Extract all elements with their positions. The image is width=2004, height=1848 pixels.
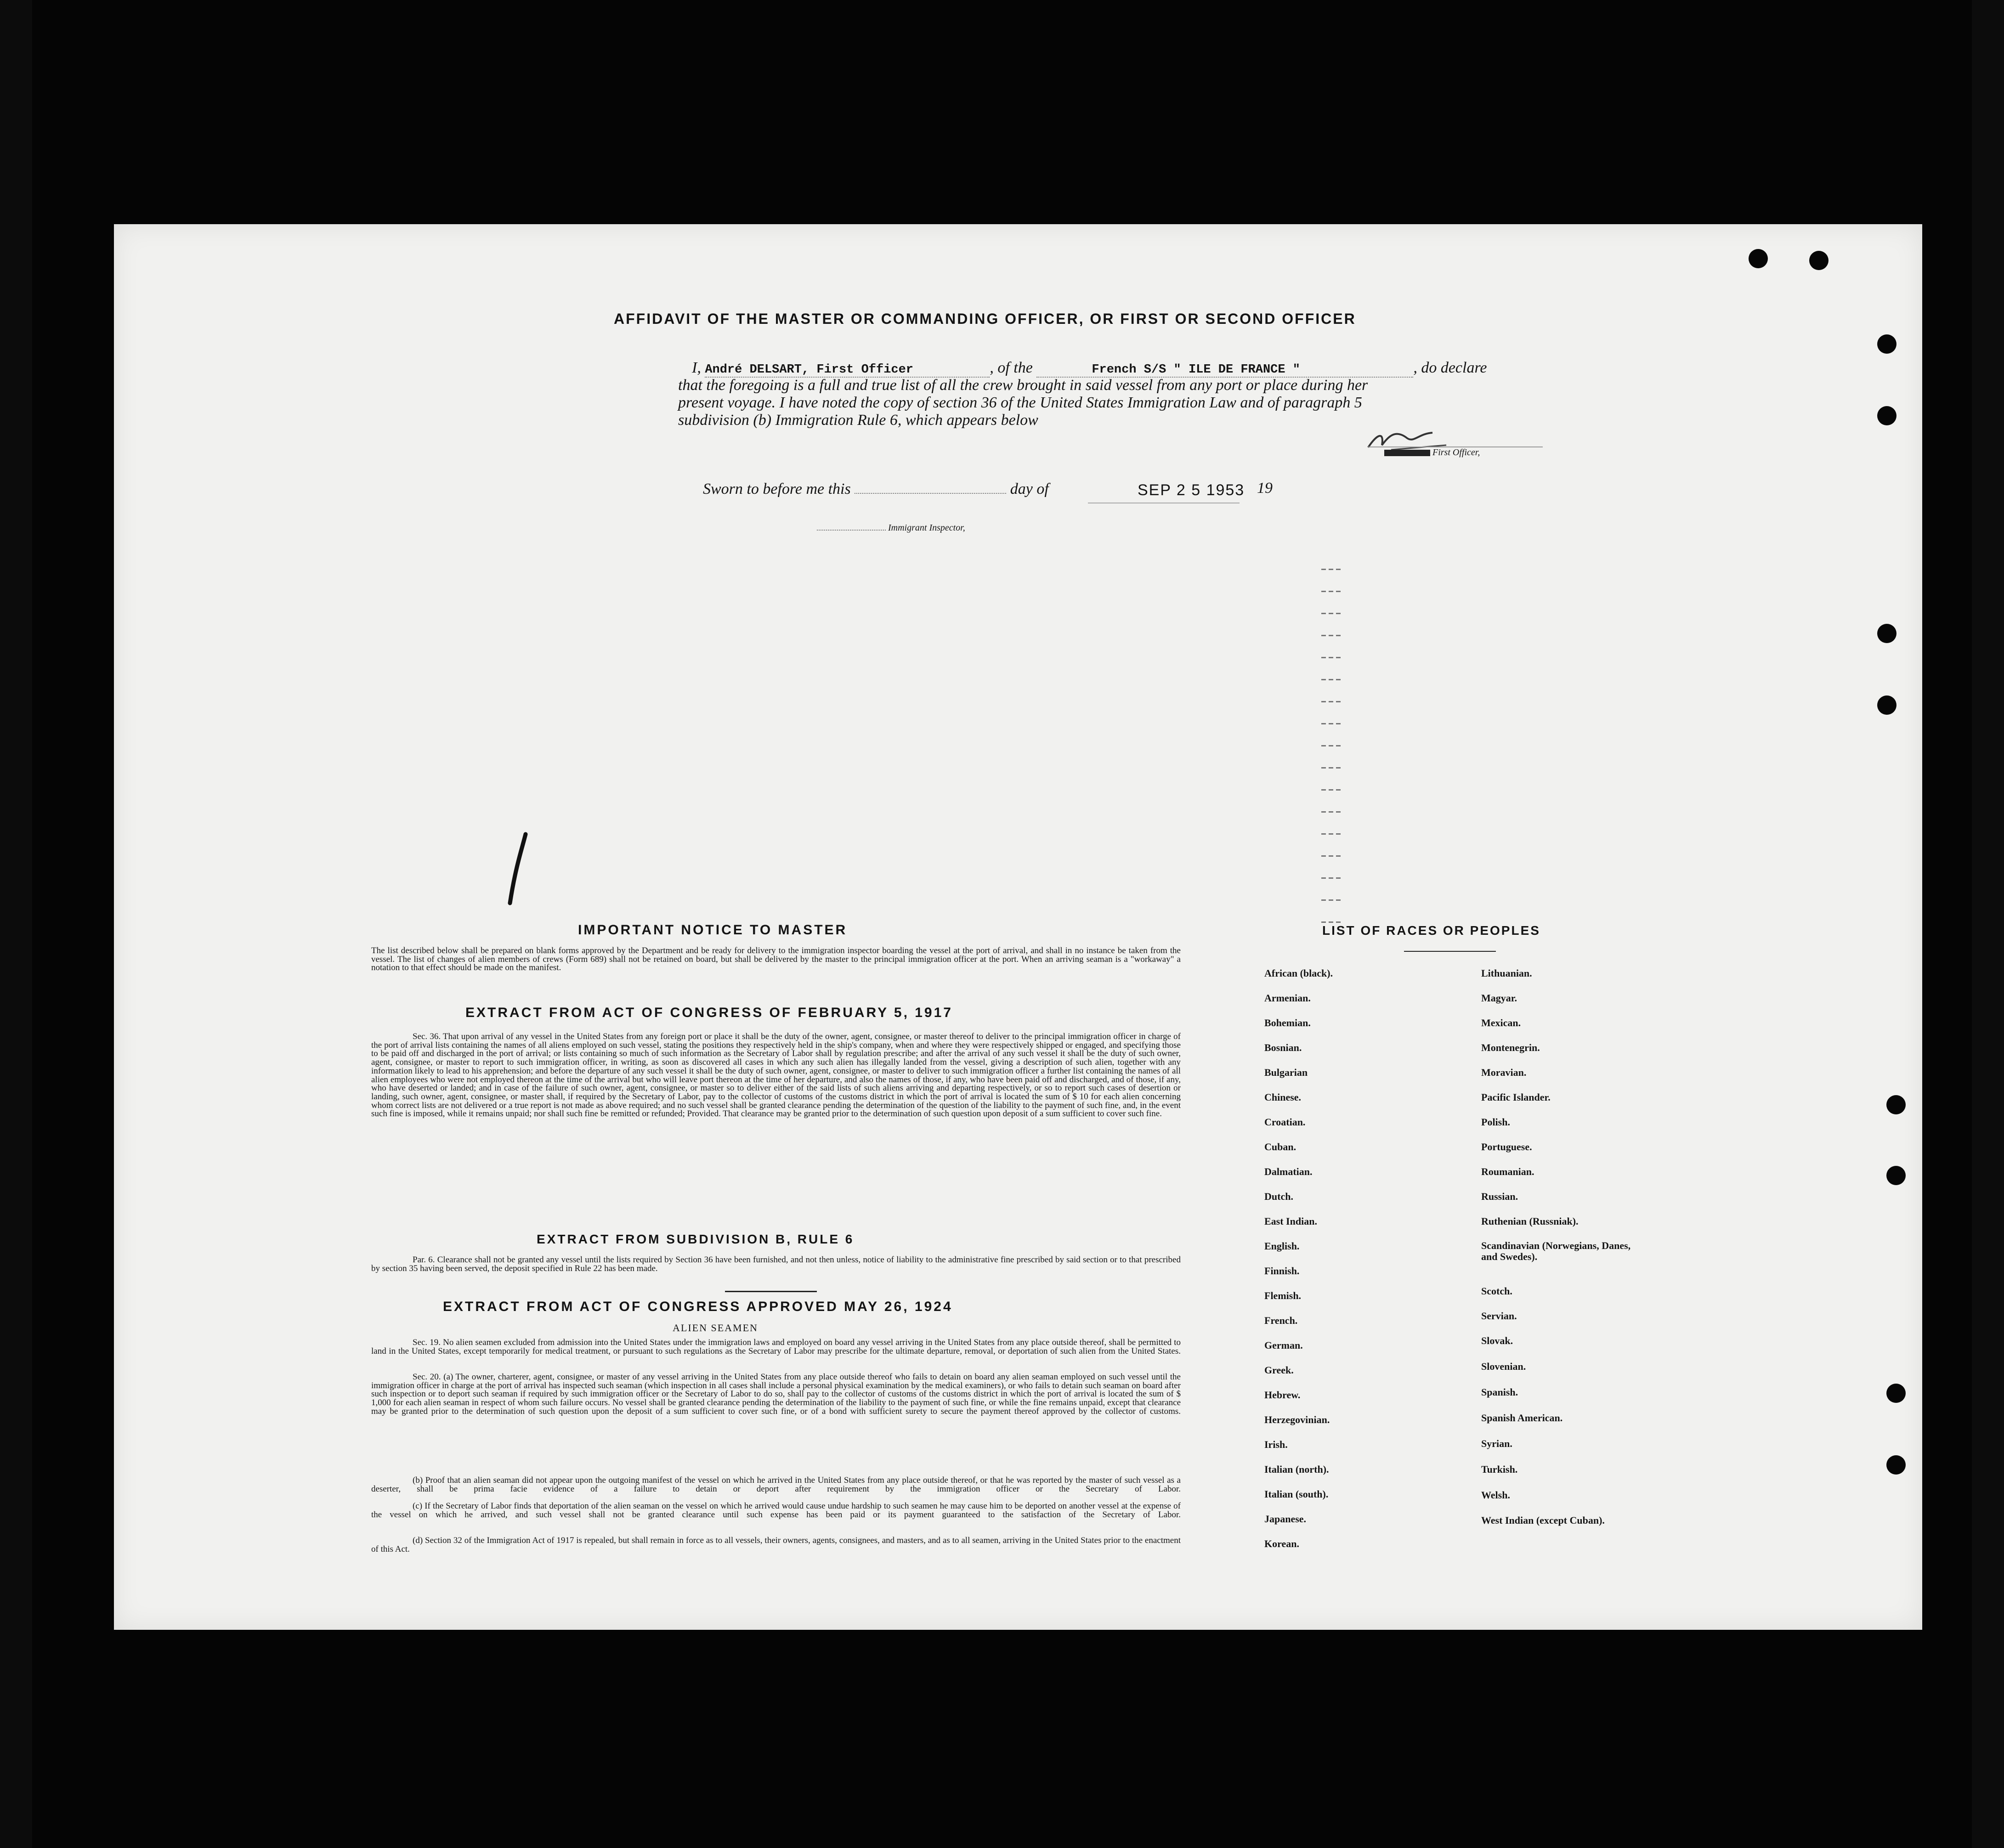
sworn-text: Sworn to before me this bbox=[703, 480, 851, 497]
race-item: Italian (south). bbox=[1264, 1488, 1329, 1500]
vessel-name-field bbox=[1036, 359, 1413, 378]
punch-hole bbox=[1886, 1095, 1906, 1114]
film-edge-right bbox=[1972, 0, 2004, 1848]
extract-rule6-title: EXTRACT FROM SUBDIVISION B, RULE 6 bbox=[537, 1232, 855, 1246]
declaration-line-3: present voyage. I have noted the copy of section 36 of the United States Immigration Law and of paragraph 5 bbox=[678, 394, 1362, 411]
race-item: Syrian. bbox=[1481, 1438, 1512, 1449]
race-item: Bosnian. bbox=[1264, 1042, 1302, 1053]
race-item: German. bbox=[1264, 1339, 1303, 1351]
punch-hole bbox=[1886, 1166, 1906, 1185]
race-item: Dalmatian. bbox=[1264, 1166, 1313, 1177]
race-item: English. bbox=[1264, 1240, 1300, 1252]
races-title-underline bbox=[1404, 951, 1496, 952]
extract-1924-title: EXTRACT FROM ACT OF CONGRESS APPROVED MAY 26, 1924 bbox=[443, 1299, 953, 1314]
signature-title: First Officer, bbox=[1432, 447, 1480, 458]
race-item: Finnish. bbox=[1264, 1265, 1300, 1277]
sec20b-body: (b) Proof that an alien seaman did not appear upon the outgoing manifest of the vessel on which he arrived in the United States from any place outside thereof, or that he was reported by the master of such vessel as a deserter, shall be prima facie evidence of a failure to detain or deport after requirement by the immigration officer or the Secretary of Labor. bbox=[371, 1475, 1181, 1494]
punch-hole bbox=[1886, 1384, 1906, 1403]
punch-hole bbox=[1886, 1455, 1906, 1475]
race-item: Slovenian. bbox=[1481, 1361, 1526, 1372]
date-stamp: SEP 2 5 1953 bbox=[1138, 481, 1245, 499]
race-item: African (black). bbox=[1264, 967, 1333, 979]
race-item: Roumanian. bbox=[1481, 1166, 1534, 1177]
race-item: Cuban. bbox=[1264, 1141, 1296, 1153]
punch-hole bbox=[1809, 251, 1829, 270]
officer-name: André DELSART, First Officer bbox=[705, 363, 914, 377]
race-item: Japanese. bbox=[1264, 1513, 1307, 1525]
pen-mark bbox=[504, 831, 531, 909]
notice-body: The list described below shall be prepared on blank forms approved by the Department and be ready for delivery to the immigration inspector boarding the vessel at the port of arrival, and shall in no instance be taken from the vessel. The list of changes of alien members of crews (Form 689) shall not be retained on board, but shall be delivered by the master to the principal immigration officer at the port. When an arriving seaman is a "workaway" a notation to that effect should be made on the manifest. bbox=[371, 946, 1181, 973]
race-item: Bohemian. bbox=[1264, 1017, 1311, 1029]
sec20a-body: Sec. 20. (a) The owner, charterer, agent, consignee, or master of any vessel arriving in the United States from any place outside thereof who fails to detain on board any alien seaman employed on such vessel until the immigration officer in charge at the port of arrival has inspected such seaman (which inspection in all cases shall include a personal physical examination by the medical examiners), or who fails to detain such seaman on board after such inspection or to deport such seaman if required by such immigration officer or the Secretary of Labor to do so, shall pay to the collector of customs of the customs district in which the port of arrival is located the sum of $ 1,000 for each alien seaman in respect of whom such failure occurs. No vessel shall be granted clearance pending the determination of the liability to the payment of such fine, or while the fine remains unpaid, except that clearance may be granted prior to the determination of such question upon the deposit of a sum sufficient to cover such fine, or of a bond with sufficient surety to secure the payment thereof approved by the collector of customs. bbox=[371, 1372, 1181, 1416]
race-item: West Indian (except Cuban). bbox=[1481, 1515, 1605, 1526]
signature-title-block bbox=[1384, 447, 1480, 458]
notice-title: IMPORTANT NOTICE TO MASTER bbox=[578, 922, 848, 938]
race-item: Spanish American. bbox=[1481, 1412, 1563, 1424]
sworn-day-field bbox=[855, 493, 1006, 494]
race-item: Armenian. bbox=[1264, 992, 1311, 1004]
race-item: Servian. bbox=[1481, 1310, 1517, 1322]
race-item: Moravian. bbox=[1481, 1067, 1527, 1078]
vessel-name: French S/S " ILE DE FRANCE " bbox=[1092, 363, 1300, 377]
affidavit-title: AFFIDAVIT OF THE MASTER OR COMMANDING OFFICER, OR FIRST OR SECOND OFFICER bbox=[614, 311, 1356, 327]
extract-1917-title: EXTRACT FROM ACT OF CONGRESS OF FEBRUARY 5, 1917 bbox=[465, 1005, 953, 1020]
inspector-signature-field bbox=[817, 530, 886, 531]
year-prefix: 19 bbox=[1257, 480, 1273, 497]
race-item: Spanish. bbox=[1481, 1386, 1518, 1398]
race-item: Italian (north). bbox=[1264, 1464, 1329, 1475]
race-item: French. bbox=[1264, 1315, 1298, 1326]
punch-hole bbox=[1877, 334, 1896, 354]
immigrant-inspector bbox=[886, 523, 965, 533]
race-item: Polish. bbox=[1481, 1116, 1510, 1128]
race-item: Hebrew. bbox=[1264, 1389, 1301, 1401]
punch-hole bbox=[1877, 624, 1896, 643]
race-item: Korean. bbox=[1264, 1538, 1299, 1549]
extract-1924-subtitle: ALIEN SEAMEN bbox=[673, 1322, 758, 1334]
sec20d-body: (d) Section 32 of the Immigration Act of 1917 is repealed, but shall remain in force as to all vessels, their owners, agents, consignees, and masters, and as to all seamen, arriving in the United States prior to the enactment of this Act. bbox=[371, 1536, 1181, 1554]
sec20c-body: (c) If the Secretary of Labor finds that deportation of the alien seaman on the vessel on which he arrived would cause undue hardship to such seamen he may cause him to be deported on another vessel at the expense of the vessel on which he arrived, and such vessel shall not be granted clearance until such expense has been paid or its payment guaranteed to the satisfaction of the Secretary of Labor. bbox=[371, 1501, 1181, 1520]
inspector-label: Immigrant Inspector, bbox=[888, 523, 965, 533]
race-item: Scandinavian (Norwegians, Danes, and Swedes). bbox=[1481, 1240, 1631, 1262]
race-item: Montenegrin. bbox=[1481, 1042, 1540, 1053]
sworn-statement bbox=[703, 480, 1049, 498]
divider-rule bbox=[725, 1291, 817, 1292]
race-item: Greek. bbox=[1264, 1364, 1294, 1376]
race-item: Bulgarian bbox=[1264, 1067, 1308, 1078]
extract-rule6-body: Par. 6. Clearance shall not be granted any vessel until the lists required by Section 36 have been furnished, and not then unless, notice of liability to the administrative fine prescribed by said section or to that prescribed by section 35 having been served, the deposit specified in Rule 22 has been made. bbox=[371, 1255, 1181, 1273]
film-edge-left bbox=[0, 0, 32, 1848]
manifest-page bbox=[114, 224, 1922, 1630]
races-title: LIST OF RACES OR PEOPLES bbox=[1322, 923, 1540, 938]
sec19-body: Sec. 19. No alien seamen excluded from admission into the United States under the immigration laws and employed on board any vessel arriving in the United States from any place outside thereof, shall be permitted to land in the United States, except temporarily for medical treatment, or pursuant to such regulations as the Secretary of Labor may prescribe for the ultimate departure, removal, or deportation of such alien from the United States. bbox=[371, 1338, 1181, 1356]
officer-name-field bbox=[705, 359, 990, 378]
race-item: Chinese. bbox=[1264, 1091, 1302, 1103]
race-item: Ruthenian (Russniak). bbox=[1481, 1215, 1579, 1227]
punch-hole bbox=[1749, 249, 1768, 268]
extract-1917-body: Sec. 36. That upon arrival of any vessel in the United States from any foreign port or place it shall be the duty of the owner, agent, consignee, or master thereof to deliver to the principal immigration officer in charge of the port of arrival lists containing the names of all aliens employed on such vessel, stating the positions they respectively held in the ship's company, when and where they were respectively shipped or engaged, and specifying those to be paid off and discharged in the port of arrival; or lists containing so much of such information as the Secretary of Labor shall by regulation prescribe; and after the arrival of any such vessel it shall be the duty of such owner, agent, consignee, or master to report to such immigration officer, in writing, as soon as discovered all cases in which any such alien has illegally landed from the vessel, giving a description of such alien, together with any information likely to lead to his apprehension; and before the departure of any such vessel it shall be the duty of such owner, agent, consignee, or master to deliver to such immigration officer a further list containing the names of all alien employees who were not employed thereon at the time of the arrival but who will leave port thereon at the time of her departure, and also the names of those, if any, who have been paid off and discharged, and of those, if any, who have deserted or landed; and in case of the failure of such owner, agent, consignee, or master so to deliver either of the said lists of such aliens arriving and departing respectively, or so to report such cases of desertion or landing, such owner, agent, consignee, or master shall, if required by the Secretary of Labor, pay to the collector of customs of the customs district in which the port of arrival is located the sum of $ 10 for each alien concerning whom correct lists are not delivered or a true report is not made as above required; and no such vessel shall be granted clearance pending the determination of the question of the liability to the payment of such fine, and, in the event such fine is imposed, while it remains unpaid; nor shall such fine be remitted or refunded; Provided. That clearance may be granted prior to the determination of such question upon deposit of a sum sufficient to cover such fine. bbox=[371, 1032, 1181, 1119]
declaration-line-4: subdivision (b) Immigration Rule 6, which appears below bbox=[678, 412, 1038, 429]
of-the-label: , of the bbox=[990, 359, 1033, 376]
redaction-bar bbox=[1384, 450, 1430, 456]
race-item: Portuguese. bbox=[1481, 1141, 1532, 1153]
race-item: Dutch. bbox=[1264, 1191, 1293, 1202]
race-item: Scotch. bbox=[1481, 1285, 1512, 1297]
race-item: Irish. bbox=[1264, 1439, 1288, 1450]
race-item: Magyar. bbox=[1481, 992, 1517, 1004]
declaration-prefix: I, bbox=[692, 359, 701, 376]
race-item: Flemish. bbox=[1264, 1290, 1302, 1301]
race-item: Russian. bbox=[1481, 1191, 1518, 1202]
race-item: Lithuanian. bbox=[1481, 967, 1532, 979]
race-item: Slovak. bbox=[1481, 1335, 1513, 1346]
punch-hole bbox=[1877, 695, 1896, 715]
race-item: East Indian. bbox=[1264, 1215, 1317, 1227]
race-item: Croatian. bbox=[1264, 1116, 1306, 1128]
race-item: Herzegovinian. bbox=[1264, 1414, 1330, 1425]
declaration-line-2: that the foregoing is a full and true list of all the crew brought in said vessel from any port or place during her bbox=[678, 377, 1368, 394]
day-of-label: day of bbox=[1010, 480, 1049, 497]
race-item: Welsh. bbox=[1481, 1489, 1510, 1501]
race-item: Pacific Islander. bbox=[1481, 1091, 1551, 1103]
declaration-line-1 bbox=[692, 359, 1487, 378]
punch-hole bbox=[1877, 406, 1896, 425]
race-item: Turkish. bbox=[1481, 1464, 1518, 1475]
race-item: Mexican. bbox=[1481, 1017, 1521, 1029]
do-declare-label: , do declare bbox=[1413, 359, 1487, 376]
